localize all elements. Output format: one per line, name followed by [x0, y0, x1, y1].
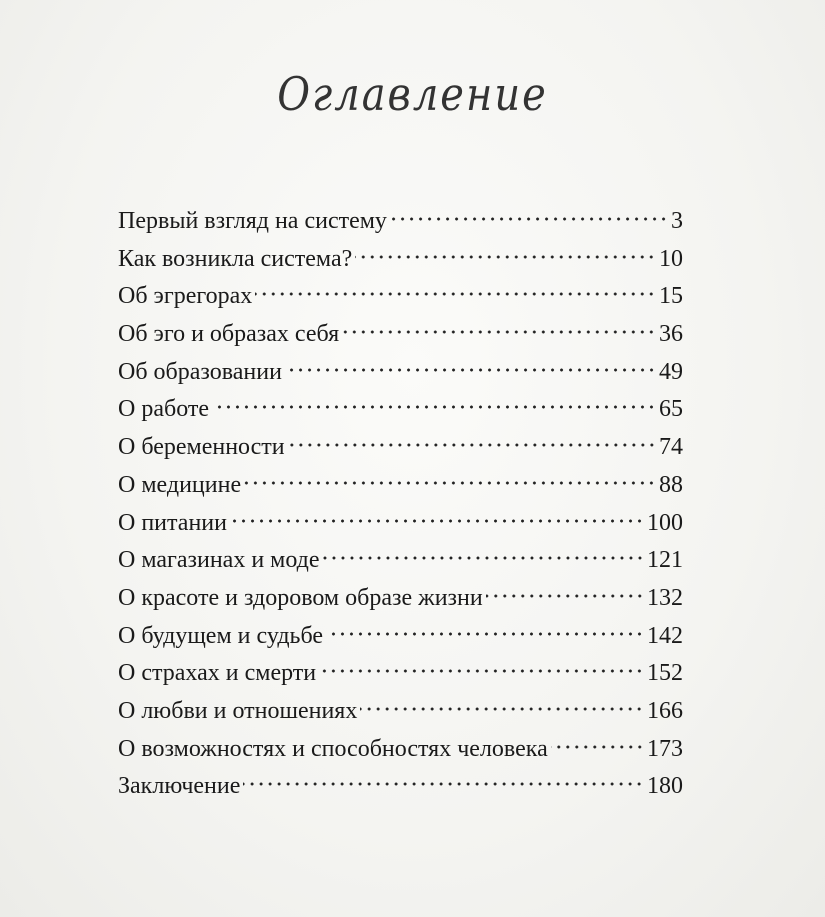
toc-entry-page: 10 — [659, 245, 683, 272]
toc-entry-page: 65 — [659, 396, 683, 423]
toc-entry — [118, 542, 683, 580]
dot-leader — [551, 744, 644, 750]
toc-entry-page: 180 — [647, 773, 683, 800]
toc-entry-page: 3 — [671, 208, 683, 234]
dot-leader — [326, 631, 644, 637]
dot-leader — [244, 480, 656, 486]
toc-entry — [118, 731, 683, 769]
toc-entry-page: 152 — [647, 660, 683, 687]
toc-entry-page: 88 — [659, 471, 683, 498]
toc-entry-label: О будущем и судьбе — [118, 622, 324, 649]
dot-leader — [486, 593, 644, 599]
toc-entry — [118, 203, 683, 241]
toc-entry-label: Об эго и образах себя — [118, 321, 340, 348]
toc-entry-page: 166 — [647, 697, 683, 724]
dot-leader — [319, 668, 644, 674]
toc-entry-label: О работе — [118, 396, 210, 423]
dot-leader — [355, 254, 656, 260]
toc-entry-page: 100 — [647, 509, 683, 536]
toc-entry-page: 74 — [659, 434, 683, 461]
toc-entry-label: Первый взгляд на систему — [118, 208, 387, 234]
page-title: Оглавление — [277, 68, 548, 122]
toc-entry-label: О медицине — [118, 471, 242, 498]
toc-entry — [118, 241, 683, 279]
toc-entry-label: О страхах и смерти — [118, 660, 317, 687]
toc-entry — [118, 354, 683, 392]
toc-entry — [118, 580, 683, 618]
toc-entry-label: О возможностях и способностях человека — [118, 735, 548, 762]
toc-entry-label: Как возникла система? — [118, 245, 353, 272]
toc-entry — [118, 768, 683, 806]
toc-entry-page: 121 — [647, 547, 683, 574]
dot-leader — [360, 706, 644, 712]
toc-entry — [118, 618, 683, 656]
toc-entry-label: О беременности — [118, 434, 285, 461]
toc-entry — [118, 391, 683, 429]
dot-leader — [255, 291, 656, 297]
toc-entry-label: О магазинах и моде — [118, 547, 320, 574]
toc-entry-page: 132 — [647, 584, 683, 611]
dot-leader — [285, 367, 656, 373]
toc-entry-label: О питании — [118, 509, 227, 536]
toc-entry-page: 142 — [647, 622, 683, 649]
toc-entry — [118, 467, 683, 505]
dot-leader — [243, 781, 644, 787]
toc-entry — [118, 655, 683, 693]
toc-entry-page: 36 — [659, 321, 683, 348]
dot-leader — [288, 442, 656, 448]
toc-entry — [118, 505, 683, 543]
toc-entry-label: Заключение — [118, 773, 241, 800]
toc-entry — [118, 429, 683, 467]
toc-entry-label: Об эгрегорах — [118, 283, 253, 310]
toc-entry — [118, 316, 683, 354]
toc-entry — [118, 693, 683, 731]
dot-leader — [230, 518, 644, 524]
dot-leader — [212, 404, 656, 410]
dot-leader — [342, 329, 656, 335]
toc-entry-label: О красоте и здоровом образе жизни — [118, 584, 483, 611]
table-of-contents — [118, 203, 683, 806]
toc-entry-page: 15 — [659, 283, 683, 310]
toc-entry — [118, 278, 683, 316]
toc-entry-page: 173 — [647, 735, 683, 762]
toc-entry-label: Об образовании — [118, 358, 282, 385]
dot-leader — [390, 216, 668, 222]
toc-entry-label: О любви и отношениях — [118, 697, 358, 724]
toc-entry-page: 49 — [659, 358, 683, 385]
dot-leader — [323, 555, 644, 561]
